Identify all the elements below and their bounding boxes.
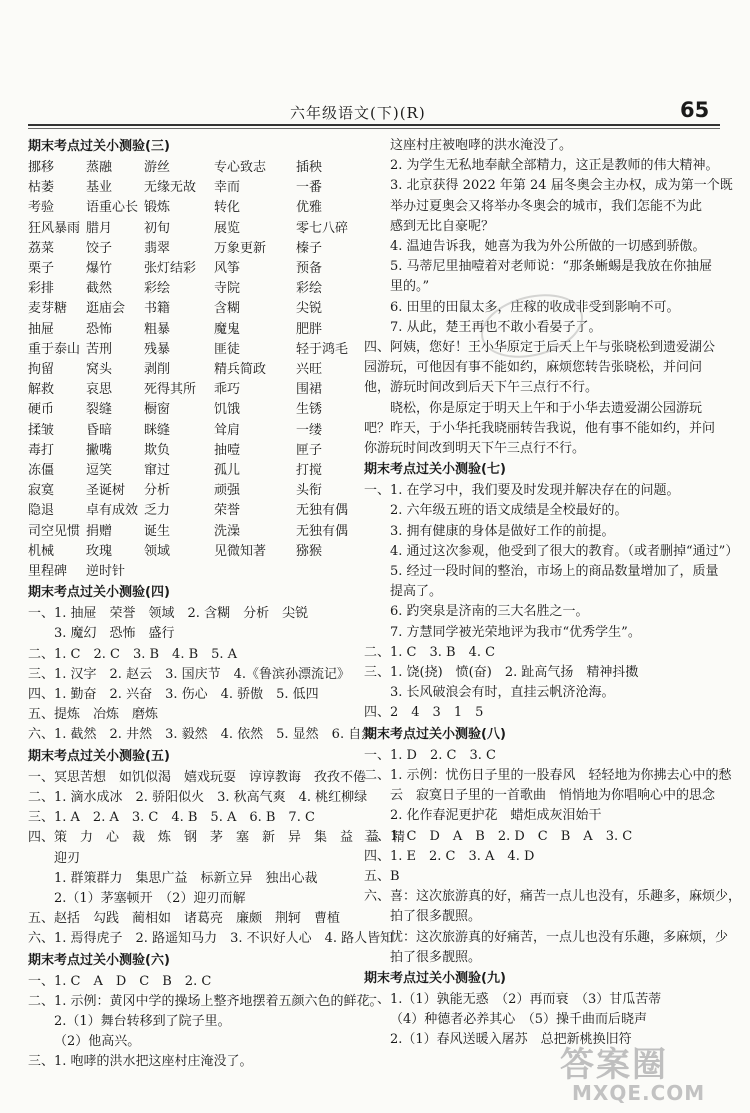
vocab-word: 机械 (28, 543, 55, 559)
vocab-word: 游丝 (144, 160, 171, 175)
answer-line: 三、1. C D A B 2. D C B A 3. C (364, 828, 633, 844)
answer-line: 四、2 4 3 1 5 (364, 705, 484, 721)
answer-line: 一、1. D 2. C 3. C (364, 747, 496, 763)
section-title-6: 期末考点过关小测验(六) (28, 952, 170, 968)
vocab-word: 万象更新 (214, 240, 267, 256)
vocab-word: 解救 (28, 382, 55, 398)
vocab-word: 耸肩 (214, 422, 241, 438)
vocab-word: 匣子 (296, 442, 323, 458)
answer-line: 五、赵括 勾践 蔺相如 诸葛亮 廉颇 荆轲 曹植 (28, 911, 341, 927)
vocab-word: 张灯结彩 (144, 261, 197, 277)
vocab-word: 含糊 (214, 301, 241, 317)
section-title-5: 期末考点过关小测验(五) (28, 748, 170, 764)
vocab-word: 残暴 (144, 341, 171, 357)
vocab-word: 生锈 (296, 402, 323, 418)
watermark-logo (560, 1035, 725, 1107)
answer-line: 提高了。 (390, 584, 443, 600)
header-title: 六年级语文(下)(R) (290, 104, 426, 122)
vocab-word: 饺子 (86, 240, 113, 256)
vocab-grid (28, 158, 358, 582)
vocab-word: 彩排 (28, 281, 55, 297)
answer-line: 2.（1）茅塞顿开 （2）迎刃而解 (54, 890, 246, 906)
vocab-word: 腊月 (86, 220, 113, 236)
vocab-word: 硬币 (28, 402, 55, 418)
watermark-text: 答案圈 (560, 1045, 668, 1085)
vocab-word: 预备 (296, 261, 323, 277)
answer-line: 2. 化作春泥更护花 蜡炬成灰泪始干 (390, 808, 602, 824)
answer-line: 3. 长风破浪会有时，直挂云帆济沧海。 (390, 685, 615, 701)
section-title-3: 期末考点过关小测验(三) (28, 139, 170, 154)
answer-line: 六、1. 焉得虎子 2. 路遥知马力 3. 不识好人心 4. 路人皆知 (28, 931, 394, 947)
vocab-word: 拘留 (28, 362, 55, 378)
vocab-word: 寺院 (214, 281, 241, 297)
vocab-word: 揉皱 (28, 422, 55, 438)
vocab-word: 窝头 (86, 362, 113, 378)
answer-line: 1. 群策群力 集思广益 标新立异 独出心裁 (54, 870, 318, 886)
vocab-word: 饥饿 (214, 402, 241, 418)
vocab-word: 抽噎 (214, 442, 241, 458)
vocab-word: 展览 (214, 220, 241, 236)
answer-line: （4）种德者必养其心 （5）操千曲而后晓声 (390, 1012, 648, 1028)
vocab-word: 风筝 (214, 261, 241, 277)
section-6-answers (28, 972, 383, 1073)
vocab-word: 魔鬼 (214, 321, 241, 337)
vocab-word: 卓有成效 (86, 503, 139, 519)
vocab-word: 彩绘 (144, 281, 171, 297)
vocab-word: 肥胖 (296, 321, 323, 337)
section-title-7: 期末考点过关小测验(七) (364, 462, 506, 478)
answer-line: 四、1. E 2. C 3. A 4. D (364, 848, 535, 864)
header-rule (28, 124, 720, 126)
vocab-word: 裂缝 (86, 402, 113, 418)
vocab-word: 撇嘴 (86, 442, 113, 458)
vocab-word: 零七八碎 (296, 220, 349, 236)
section-title-9: 期末考点过关小测验(九) (364, 970, 506, 986)
answer-line: 5. 马蒂尼里抽噎着对老师说：“那条蜥蜴是我放在你抽屉 (390, 259, 713, 275)
answer-line: 二、1. 示例：黄冈中学的操场上整齐地摆着五颜六色的鲜花。 (28, 993, 383, 1009)
section-4-answers (28, 604, 375, 745)
page-header (0, 0, 750, 128)
vocab-word: 彩绘 (296, 281, 323, 297)
vocab-word: 兴旺 (296, 362, 323, 378)
answer-line: 6. 田里的田鼠太多，庄稼的收成非受到影响不可。 (390, 299, 680, 315)
answer-line: 4. 温迪告诉我，她喜为我为外公所做的一切感到骄傲。 (390, 239, 706, 255)
vocab-word: 剥削 (144, 362, 171, 378)
vocab-word: 死得其所 (144, 382, 197, 398)
vocab-word (214, 562, 296, 582)
watermark-url: MXQE.COM (572, 1081, 706, 1105)
vocab-word: 榛子 (296, 240, 323, 256)
vocab-word: 逛庙会 (86, 301, 126, 317)
answer-line: 三、1. 饶(挠) 愤(奋) 2. 趾高气扬 精神抖擞 (364, 665, 639, 681)
vocab-word: 枯萎 (28, 180, 55, 196)
answer-line: 二、1. 示例：忧伤日子里的一股春风 轻轻地为你拂去心中的愁 (364, 767, 732, 783)
vocab-word: 分析 (144, 483, 171, 499)
answer-line: 四、1. 勤奋 2. 兴奋 3. 伤心 4. 骄傲 5. 低四 (28, 687, 319, 703)
vocab-word: 逗笑 (86, 463, 113, 479)
section-7-answers (364, 481, 739, 723)
vocab-word: 圣诞树 (86, 483, 126, 499)
vocab-word: 隐退 (28, 503, 55, 519)
vocab-word: 乏力 (144, 503, 171, 519)
vocab-word (144, 562, 214, 582)
vocab-word (296, 562, 358, 582)
vocab-word: 一缕 (296, 422, 323, 438)
section-8-answers (364, 746, 742, 968)
vocab-word: 橱窗 (144, 402, 171, 418)
vocab-word: 蒸融 (86, 160, 113, 175)
answer-line: 这座村庄被咆哮的洪水淹没了。 (390, 138, 573, 153)
answer-line: 三、1. 汉字 2. 赵云 3. 国庆节 4.《鲁滨孙漂流记》 (28, 666, 351, 682)
answer-line: 一、1.（1）孰能无惑 （2）再而衰 （3）甘瓜苦蒂 (364, 991, 662, 1007)
answer-line: 2.（1）舞台转移到了院子里。 (54, 1013, 231, 1029)
vocab-word: 冻僵 (28, 463, 55, 479)
vocab-word: 哀思 (86, 382, 113, 398)
answer-line: 2. 为学生无私地奉献全部精力，这正是教师的伟大精神。 (390, 158, 719, 174)
vocab-word: 无缘无故 (144, 180, 197, 196)
answer-line: （2）他高兴。 (54, 1034, 141, 1050)
answer-line: 云 寂寞日子里的一首歌曲 悄悄地为你唱响心中的思念 (390, 788, 716, 804)
vocab-word: 专心致志 (214, 160, 267, 175)
vocab-word: 爆竹 (86, 261, 113, 277)
section-title-4: 期末考点过关小测验(四) (28, 585, 170, 601)
vocab-word: 麦芽糖 (28, 301, 68, 317)
section-title-8: 期末考点过关小测验(八) (364, 726, 506, 742)
vocab-word: 一番 (296, 180, 323, 196)
vocab-word: 见微知著 (214, 543, 267, 559)
vocab-word: 玫瑰 (86, 543, 113, 559)
vocab-word: 栗子 (28, 261, 55, 277)
answer-line: 五、B (364, 868, 400, 884)
vocab-word: 眯缝 (144, 422, 171, 438)
answer-line: 一、1. 抽屉 荣誉 领域 2. 含糊 分析 尖锐 (28, 606, 309, 622)
answer-line: 三、1. 咆哮的洪水把这座村庄淹没了。 (28, 1054, 253, 1070)
answer-line: 一、1. 在学习中，我们要及时发现并解决存在的问题。 (364, 483, 680, 499)
vocab-word: 乖巧 (214, 382, 241, 398)
vocab-word: 头衔 (296, 483, 323, 499)
vocab-word: 基业 (86, 180, 113, 196)
vocab-word: 捐赠 (86, 523, 113, 539)
answer-line: 3. 北京获得 2022 年第 24 届冬奥会主办权，成为第一个既 (390, 178, 733, 194)
answer-line: 六、喜：这次旅游真的好，痛苦一点儿也没有，乐趣多，麻烦少， (364, 889, 742, 905)
vocab-word: 初旬 (144, 220, 171, 236)
answer-line: 7. 方慧同学被光荣地评为我市“优秀学生”。 (390, 624, 641, 640)
answer-line: 感到无比自豪呢？ (390, 218, 495, 234)
vocab-word: 翡翠 (144, 240, 171, 256)
vocab-word: 匪徒 (214, 341, 241, 357)
vocab-word: 精兵简政 (214, 362, 267, 378)
answer-line: 6. 趵突泉是济南的三大名胜之一。 (390, 604, 589, 620)
vocab-word: 重于泰山 (28, 341, 81, 357)
vocab-word: 毒打 (28, 442, 55, 458)
vocab-word: 截然 (86, 281, 113, 297)
vocab-word: 猕猴 (296, 543, 323, 559)
answer-line: 2. 六年级五班的语文成绩是全校最好的。 (390, 503, 628, 519)
vocab-word: 围裙 (296, 382, 323, 398)
answer-line: 3. 魔幻 恐怖 盛行 (54, 626, 175, 642)
vocab-word: 书籍 (144, 301, 171, 317)
vocab-word: 优雅 (296, 200, 323, 216)
vocab-word: 诞生 (144, 523, 171, 539)
vocab-word: 司空见惯 (28, 523, 81, 539)
letter-paragraph-1: 四、阿姨，您好！王小华原定于后天上午与张晓松到遗爱湖公园游玩，可他因有事不能如约，麻烦您转告张晓松，并问问他，游玩时间改到后天下午三点行不行。 (364, 340, 716, 396)
vocab-word: 荣誉 (214, 503, 241, 519)
vocab-word: 考验 (28, 200, 55, 216)
answer-line: 里的。” (390, 279, 430, 295)
vocab-word: 幸而 (214, 180, 241, 196)
vocab-word: 窜过 (144, 463, 171, 479)
vocab-word: 抽屉 (28, 321, 55, 337)
vocab-word: 领域 (144, 543, 171, 559)
answer-line: 四、策 力 心 裁 炼 钢 茅 塞 新 异 集 益 益 精 (28, 830, 406, 846)
answer-line: 5. 经过一段时间的整治，市场上的商品数量增加了，质量 (390, 564, 719, 580)
vocab-word: 顽强 (214, 483, 241, 499)
answer-line: 五、提炼 冶炼 磨炼 (28, 707, 159, 723)
answer-line: 一、1. C A D C B 2. C (28, 973, 212, 989)
answer-line: 三、1. A 2. A 3. C 4. B 5. A 6. B 7. C (28, 810, 315, 826)
answer-line: 拍了很多靓照。 (390, 949, 482, 965)
answer-line: 忧：这次旅游真的好痛苦，一点儿也没有乐趣，多麻烦，少 (390, 929, 729, 945)
vocab-word: 尖锐 (296, 301, 323, 317)
vocab-word: 苦刑 (86, 341, 113, 357)
vocab-word: 无独有偶 (296, 503, 349, 519)
vocab-word: 恐怖 (86, 321, 113, 337)
vocab-word: 转化 (214, 200, 241, 216)
answer-line: 7. 从此，楚王再也不敢小看晏子了。 (390, 319, 602, 335)
vocab-word: 打搅 (296, 463, 323, 479)
answer-line: 4. 通过这次参观，他受到了很大的教育。（或者删掉“通过”） (390, 543, 739, 559)
answer-line: 拍了很多靓照。 (390, 909, 482, 925)
vocab-word: 狂风暴雨 (28, 220, 81, 236)
answer-line: 一、冥思苦想 如饥似渴 嬉戏玩耍 谆谆教诲 孜孜不倦 (28, 769, 367, 785)
vocab-word: 昏暗 (86, 422, 113, 438)
answer-line: 举办过夏奥会又将举办冬奥会的城市，我们怎能不为此 (390, 198, 703, 214)
answer-line: 六、1. 截然 2. 井然 3. 毅然 4. 依然 5. 显然 6. 自然 (28, 727, 375, 743)
vocab-word: 逆时针 (86, 564, 126, 580)
right-column (364, 136, 742, 1051)
letter-paragraph-2: 晓松，你是原定于明天上午和于小华去遗爱湖公园游玩吧？昨天，于小华托我晓丽转告我说，他有事不能如约，并问你游玩时间改到明天下午三点行不行。 (364, 400, 716, 457)
vocab-word: 孤儿 (214, 463, 241, 479)
answer-line: 二、1. C 3. B 4. C (364, 644, 496, 660)
page-number: 65 (680, 98, 710, 122)
header-rule-thin (28, 128, 720, 129)
vocab-word: 挪移 (28, 160, 55, 175)
vocab-word: 无独有偶 (296, 523, 349, 539)
answer-line: 迎刃 (54, 850, 81, 866)
vocab-word: 荔菜 (28, 240, 55, 256)
vocab-word: 轻于鸿毛 (296, 341, 349, 357)
vocab-word: 里程碑 (28, 564, 68, 580)
vocab-word: 语重心长 (86, 200, 139, 216)
vocab-word: 粗暴 (144, 321, 171, 337)
answer-line: 2.（1）春风送暖入屠苏 总把新桃换旧符 (390, 1032, 632, 1048)
answer-line: 二、1. C 2. C 3. B 4. B 5. A (28, 646, 238, 662)
answer-line: 二、1. 滴水成冰 2. 骄阳似火 3. 秋高气爽 4. 桃红柳绿 (28, 789, 368, 805)
vocab-word: 欺负 (144, 442, 171, 458)
vocab-word: 锻炼 (144, 200, 171, 216)
vocab-word: 寂寞 (28, 483, 55, 499)
vocab-word: 洗澡 (214, 523, 241, 539)
answer-line: 3. 拥有健康的身体是做好工作的前提。 (390, 523, 615, 539)
vocab-word: 插秧 (296, 160, 323, 175)
